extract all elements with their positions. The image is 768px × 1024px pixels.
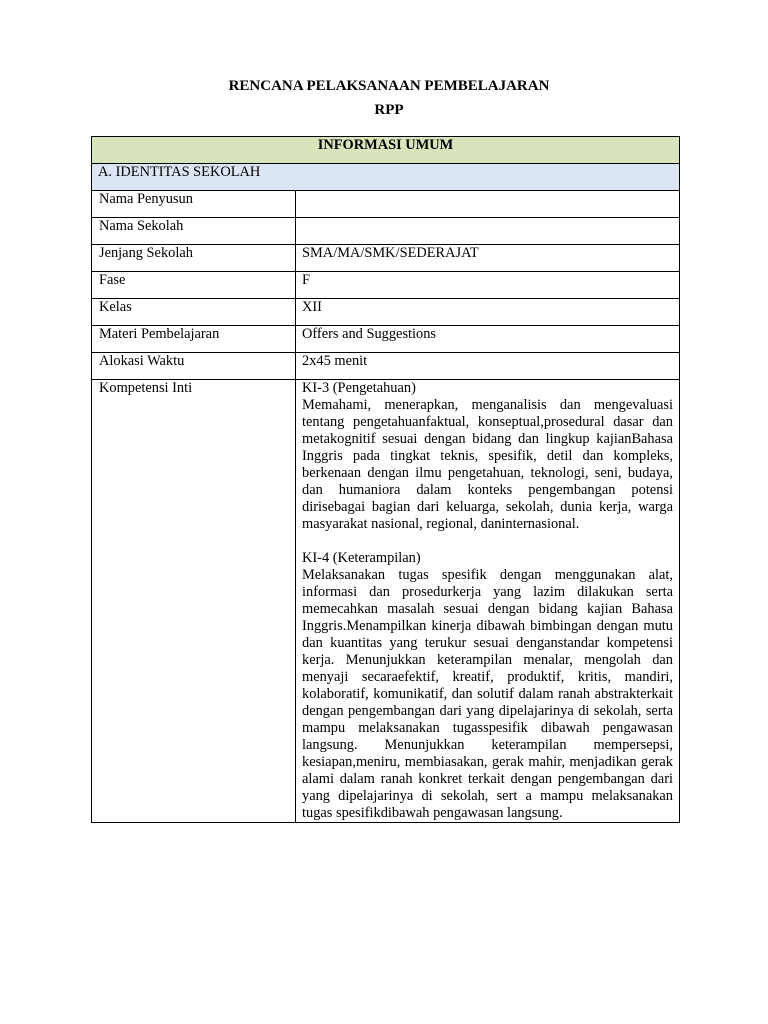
row-label: Materi Pembelajaran [92,326,296,353]
row-value: SMA/MA/SMK/SEDERAJAT [296,245,680,272]
row-label: Kelas [92,299,296,326]
row-value [296,191,680,218]
document-subtitle: RPP [374,102,404,118]
ki3-text: Memahami, menerapkan, menganalisis dan mengevaluasi tentang pengetahuanfaktual, konseptual,prosedural dasar dan metakognitif sesuai dengan bidang dan lingkup kajianBahasa Inggris pada tingkat teknis, spesifik, detil dan kompleks, berkenaan dengan ilmu pengetahuan, teknologi, seni, budaya, dan humaniora dalam konteks pengembangan potensi dirisebagai bagian dari keluarga, sekolah, dunia kerja, warga masyarakat nasional, regional, daninternasional. [302,397,673,532]
row-label: Nama Penyusun [92,191,296,218]
section-title: A. IDENTITAS SEKOLAH [92,164,680,191]
table-header-row [92,137,680,164]
kompetensi-label: Kompetensi Inti [92,380,296,823]
row-label: Fase [92,272,296,299]
table-row [92,326,680,353]
kompetensi-content [296,380,680,823]
row-value: F [296,272,680,299]
table-row [92,272,680,299]
kompetensi-row [92,380,680,823]
ki4-text: Melaksanakan tugas spesifik dengan menggunakan alat, informasi dan prosedurkerja yang lazim dilakukan serta memecahkan masalah sesuai dengan bidang kajian Bahasa Inggris.Menampilkan kinerja dibawah bimbingan dengan mutu dan kuantitas yang terukur sesuai denganstandar kompetensi kerja. Menunjukkan keterampilan menalar, mengolah dan menyaji secaraefektif, kreatif, produktif, kritis, mandiri, kolaboratif, komunikatif, dan solutif dalam ranah abstrakterkait dengan pengembangan dari yang dipelajarinya di sekolah, serta mampu melaksanakan tugasspesifik dibawah pengawasan langsung. Menunjukkan keterampilan mempersepsi, kesiapan,meniru, membiasakan, gerak mahir, menjadikan gerak alami dalam ranah konkret terkait dengan pengembangan dari yang dipelajarinya di sekolah, sert a mampu melaksanakan tugas spesifikdibawah pengawasan langsung. [302,567,673,821]
row-label: Nama Sekolah [92,218,296,245]
table-row [92,218,680,245]
row-value: XII [296,299,680,326]
document-title: RENCANA PELAKSANAAN PEMBELAJARAN [228,78,550,94]
row-label: Jenjang Sekolah [92,245,296,272]
row-value [296,218,680,245]
table-row [92,353,680,380]
table-row [92,245,680,272]
row-value: Offers and Suggestions [296,326,680,353]
rpp-info-table [91,136,680,823]
table-header: INFORMASI UMUM [92,137,680,164]
paragraph-gap [302,533,673,550]
table-row [92,299,680,326]
table-row [92,191,680,218]
row-label: Alokasi Waktu [92,353,296,380]
ki4-title: KI-4 (Keterampilan) [302,550,421,566]
ki3-title: KI-3 (Pengetahuan) [302,380,416,396]
row-value: 2x45 menit [296,353,680,380]
section-row [92,164,680,191]
